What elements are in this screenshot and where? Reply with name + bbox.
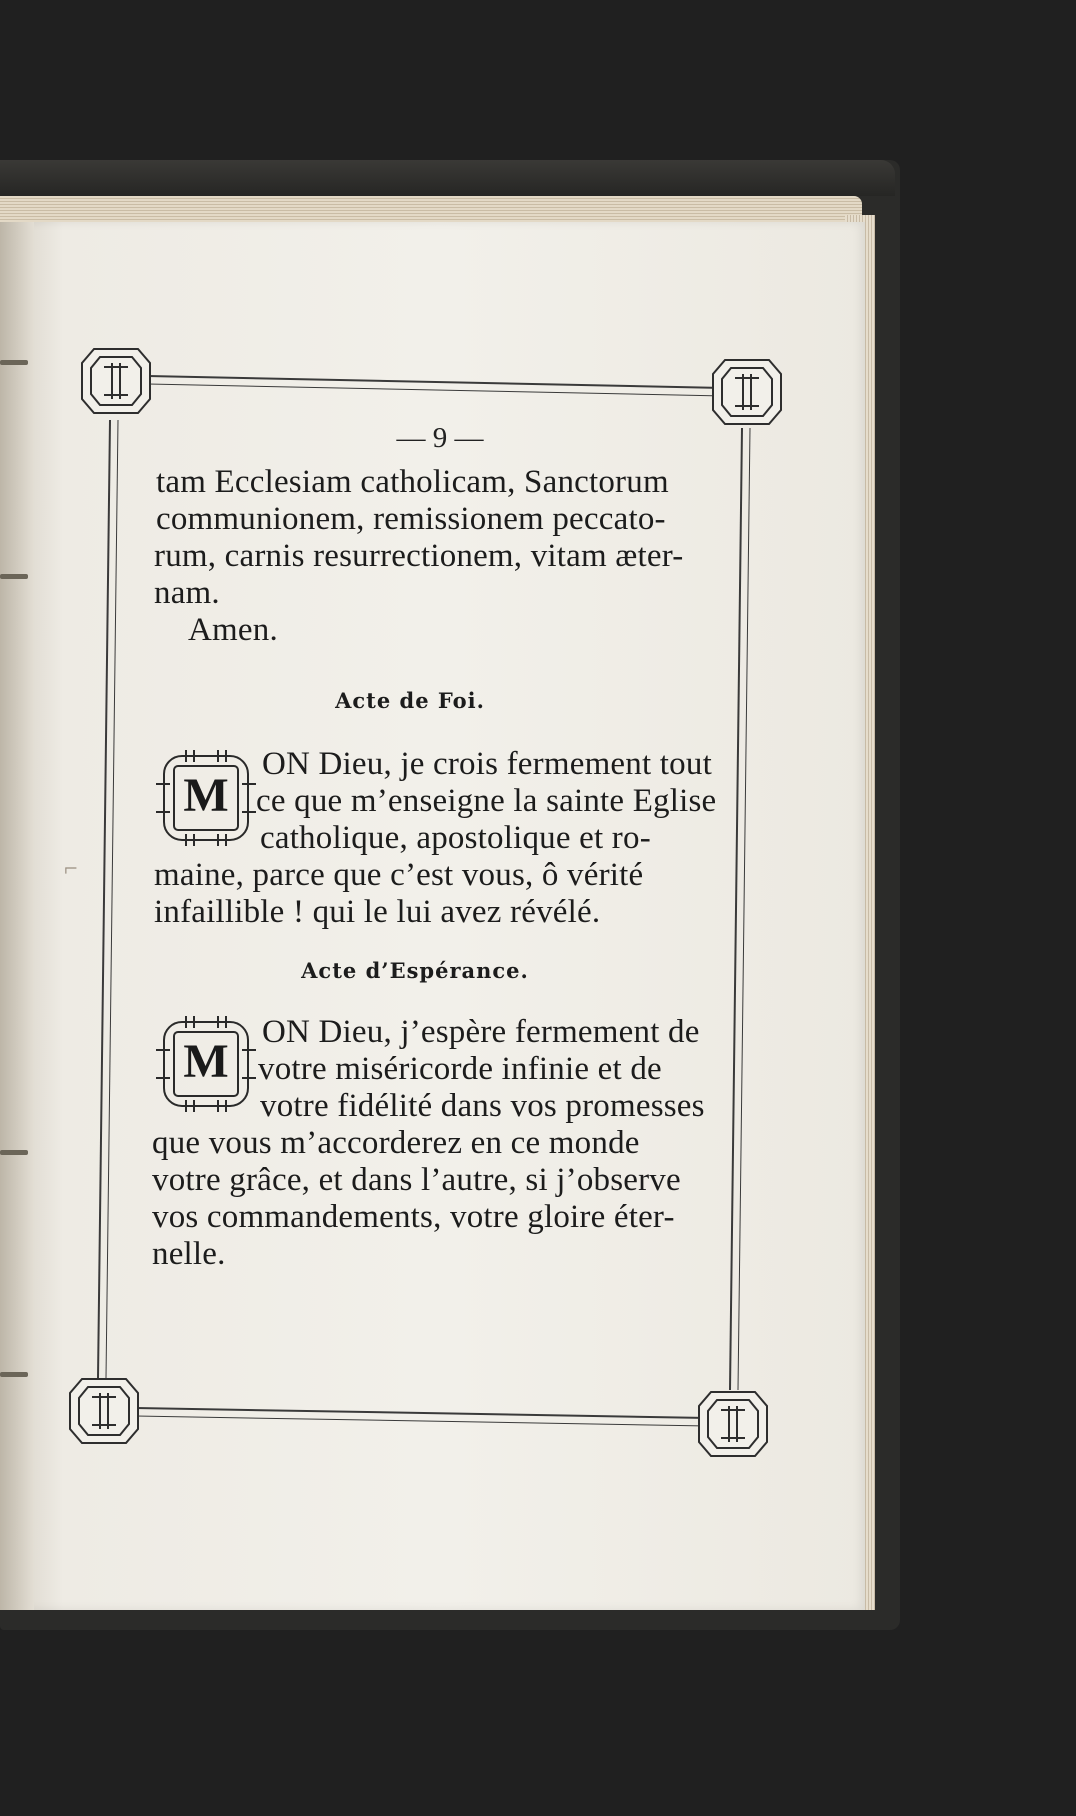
dropcap-letter-foi: M: [183, 769, 229, 822]
text-line: nam.: [154, 575, 220, 611]
text-line: vos commandements, votre gloire éter-: [152, 1199, 675, 1235]
text-line: ON Dieu, je crois fermement tout: [262, 746, 712, 782]
section-heading-esperance: Acte d’Espérance.: [301, 958, 529, 983]
text-line: votre miséricorde infinie et de: [258, 1051, 662, 1087]
text-line: nelle.: [152, 1236, 226, 1272]
pencil-mark: ⌐: [64, 856, 78, 882]
text-line: catholique, apostolique et ro-: [260, 820, 651, 856]
text-line: infaillible ! qui le lui avez révélé.: [154, 894, 601, 930]
amen-line: Amen.: [188, 612, 278, 648]
text-line: votre grâce, et dans l’autre, si j’observe: [152, 1162, 681, 1198]
corner-ornament-bottom-right: [699, 1392, 767, 1456]
section-heading-foi: Acte de Foi.: [335, 688, 485, 713]
dropcap-letter-esperance: M: [183, 1035, 229, 1088]
text-line: votre fidélité dans vos promesses: [260, 1088, 705, 1124]
corner-ornament-top-right: [713, 360, 781, 424]
page-number: — 9 —: [396, 422, 484, 454]
text-line: communionem, remissionem peccato-: [156, 501, 666, 537]
text-line: que vous m’accorderez en ce monde: [152, 1125, 640, 1161]
text-line: rum, carnis resurrectionem, vitam æter-: [154, 538, 684, 574]
corner-ornament-bottom-left: [70, 1379, 138, 1443]
text-line: ce que m’enseigne la sainte Eglise: [256, 783, 717, 819]
corner-ornament-top-left: [82, 349, 150, 413]
text-line: maine, parce que c’est vous, ô vérité: [154, 857, 644, 893]
text-line: tam Ecclesiam catholicam, Sanctorum: [156, 464, 669, 500]
text-line: ON Dieu, j’espère fermement de: [262, 1014, 700, 1050]
